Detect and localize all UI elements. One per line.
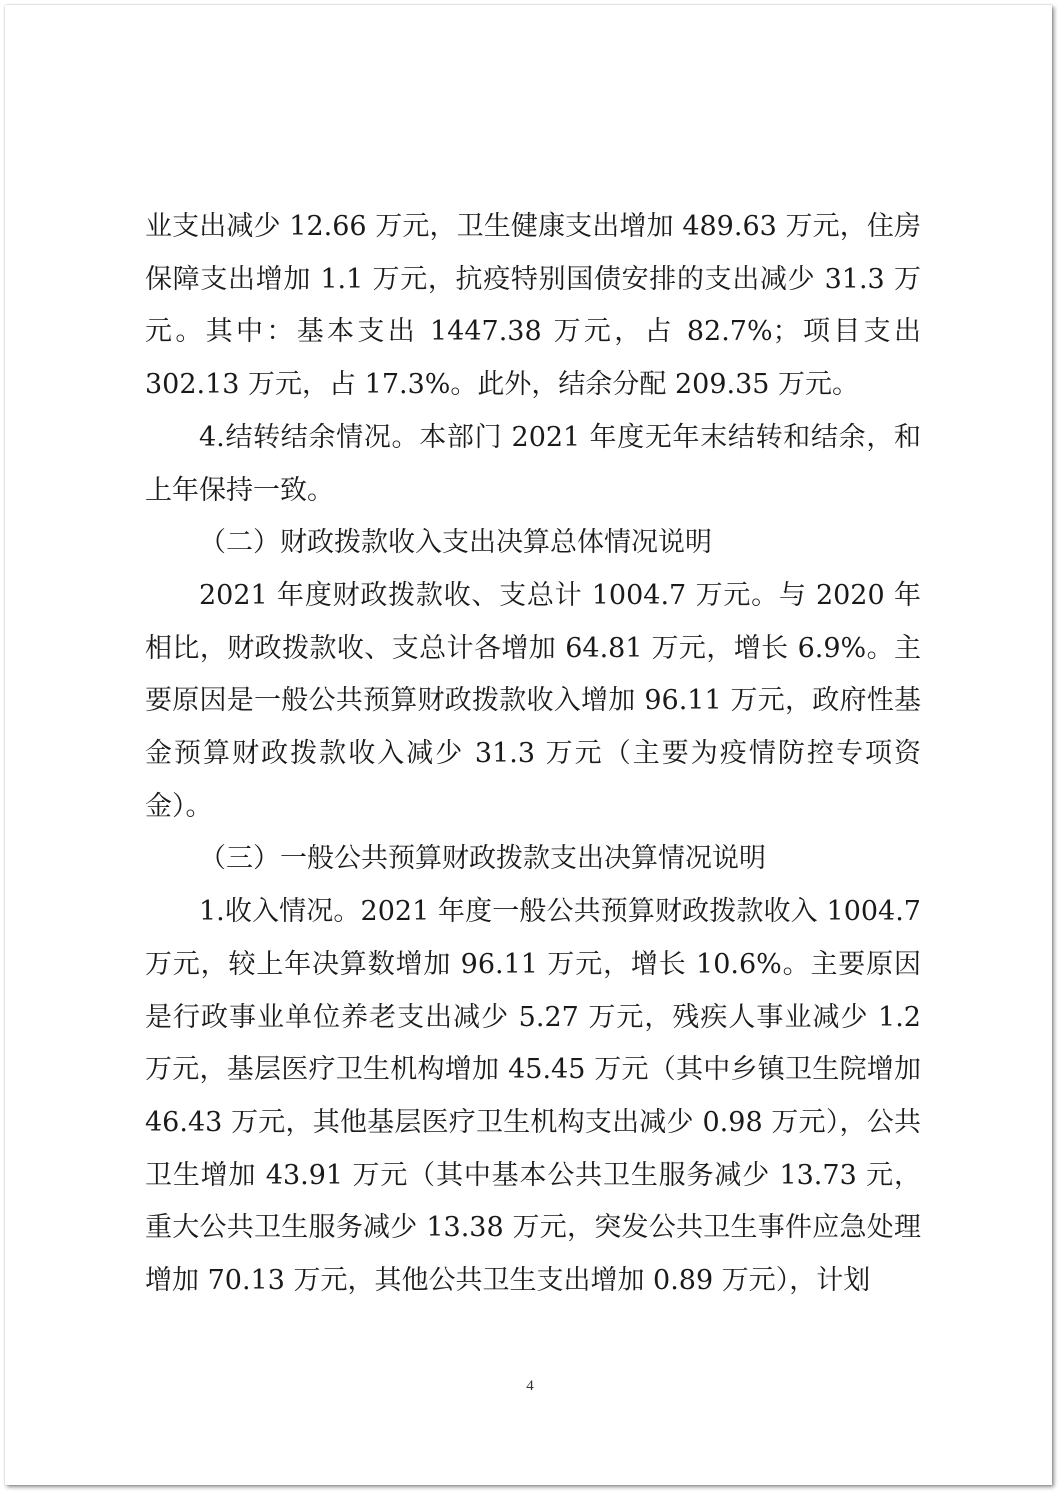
page-number: 4 bbox=[526, 1378, 534, 1394]
paragraph-expenditure-continuation: 业支出减少 12.66 万元，卫生健康支出增加 489.63 万元，住房保障支出增加 1.1 万元，抗疫特别国债安排的支出减少 31.3 万元。其中：基本支出 1447.38 万元，占 82.7%；项目支出 302.13 万元，占 17.3%。此外，结余分配 209.35 万元。 bbox=[145, 211, 921, 401]
paragraph-carryover-balance: 4.结转结余情况。本部门 2021 年度无年末结转和结余，和上年保持一致。 bbox=[145, 421, 921, 506]
paragraph-fiscal-appropriation-overview: 2021 年度财政拨款收、支总计 1004.7 万元。与 2020 年相比，财政拨款收、支总计各增加 64.81 万元，增长 6.9%。主要原因是一般公共预算财政拨款收入增加 96.11 万元，政府性基金预算财政拨款收入减少 31.3 万元（主要为疫情防控专项资金）。 bbox=[145, 579, 921, 822]
paragraph-income-situation: 1.收入情况。2021 年度一般公共预算财政拨款收入 1004.7 万元，较上年决算数增加 96.11 万元，增长 10.6%。主要原因是行政事业单位养老支出减少 5.27 万元，残疾人事业减少 1.2 万元，基层医疗卫生机构增加 45.45 万元（其中乡镇卫生院增加 46.43 万元，其他基层医疗卫生机构支出减少 0.98 万元），公共卫生增加 43.91 万元（其中基本公共卫生服务减少 13.73 元，重大公共卫生服务减少 13.38 万元，突发公共卫生事件应急处理增加 70.13 万元，其他公共卫生支出增加 0.89 万元），计划 bbox=[145, 896, 921, 1297]
section-heading-fiscal-appropriation-overview: （二）财政拨款收入支出决算总体情况说明 bbox=[199, 527, 712, 559]
document-page bbox=[5, 5, 1052, 1485]
section-heading-general-budget-expenditure: （三）一般公共预算财政拨款支出决算情况说明 bbox=[199, 843, 766, 875]
document-body bbox=[145, 201, 921, 1308]
